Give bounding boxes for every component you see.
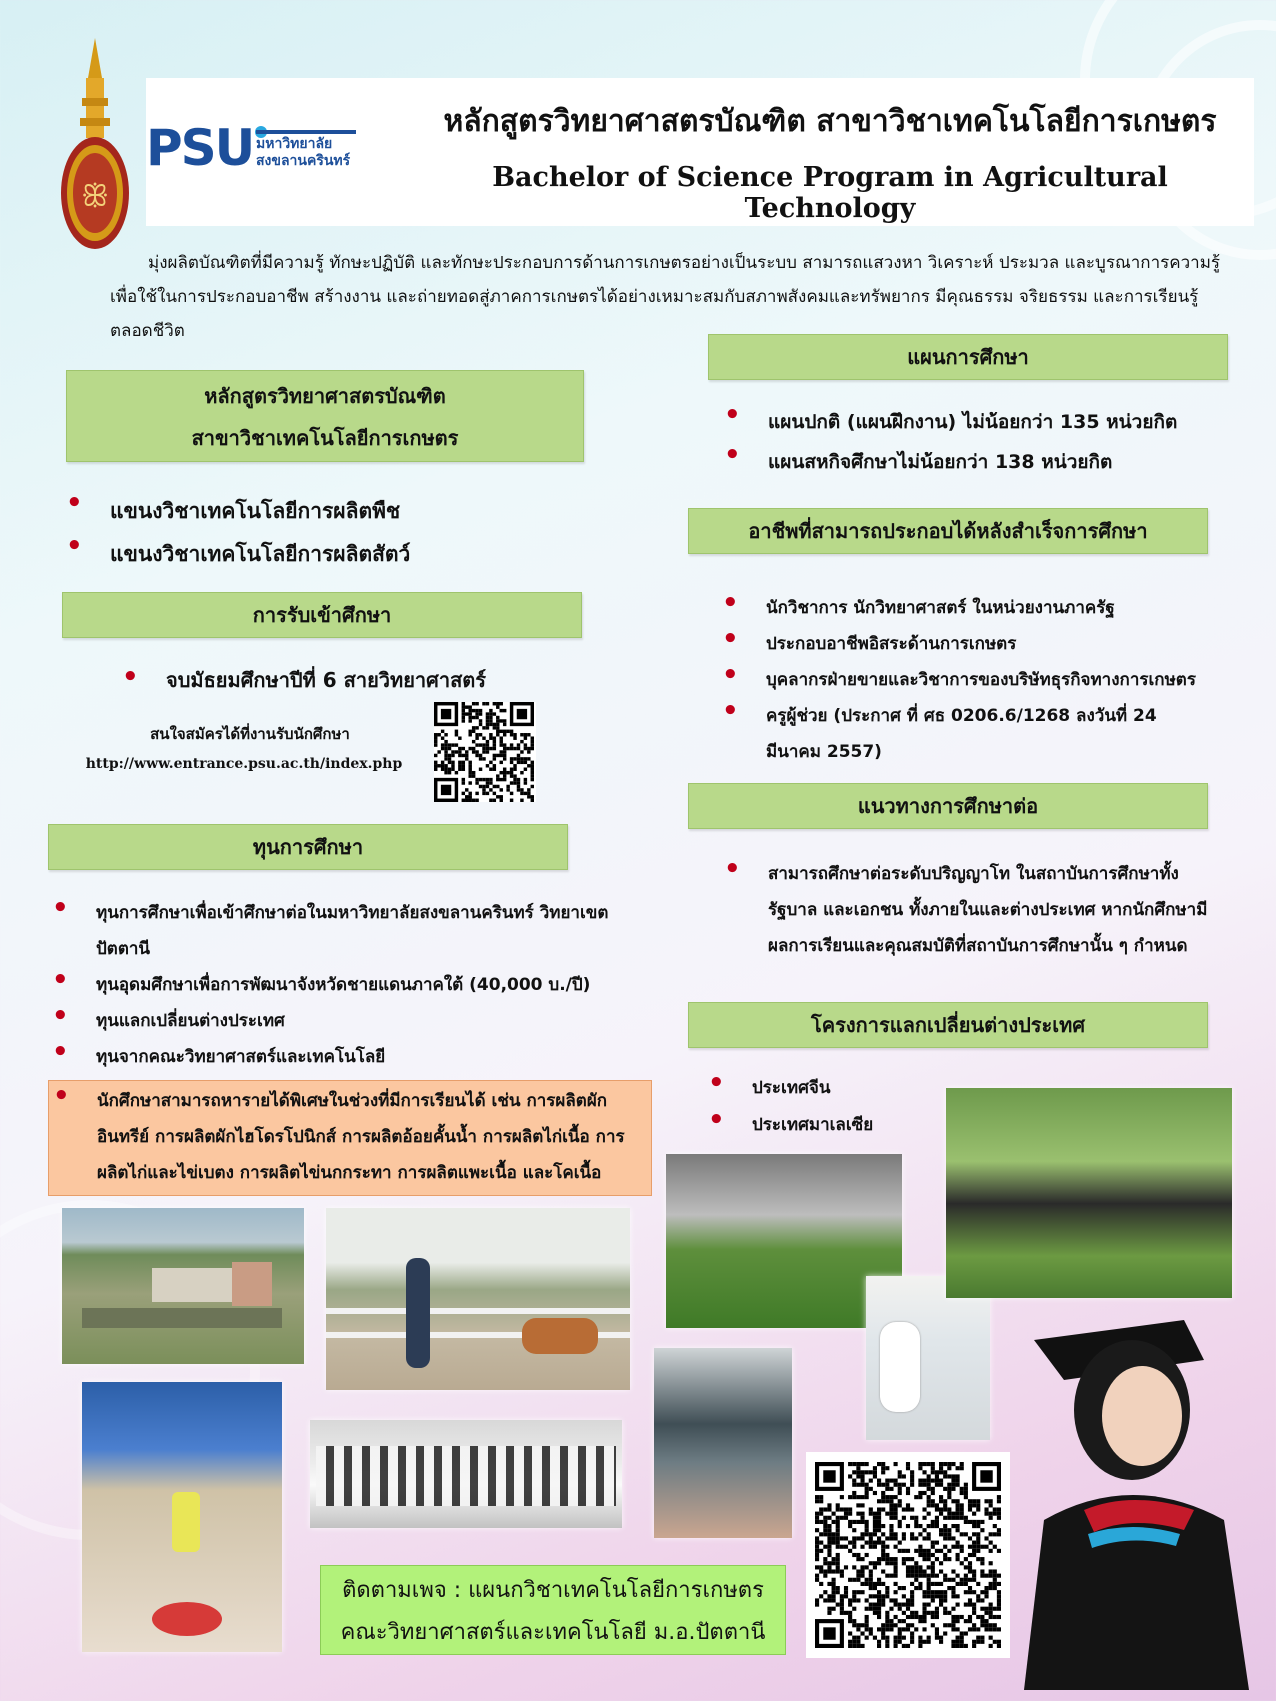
intro-paragraph: มุ่งผลิตบัณฑิตที่มีความรู้ ทักษะปฏิบัติ และทักษะประกอบการด้านการเกษตรอย่างเป็นระบบ สามารถแสวงหา วิเคราะห์ ประมวล และบูรณาการความรู้เพื่อใช้ในการประกอบอาชีพ สร้างงาน และถ่ายทอดสู่ภาคการเกษตรได้อย่างเหมาะสมกับสภาพสังคมและทรัพยากร มีคุณธรรม จริยธรรม และการเรียนรู้ตลอดชีวิต — [110, 253, 1221, 341]
psu-logo-name — [256, 136, 350, 170]
list-item: • แผนสหกิจศึกษาไม่น้อยกว่า 138 หน่วยกิต — [724, 442, 1244, 482]
psu-logo — [146, 118, 366, 178]
exchange-group-photo — [946, 1088, 1232, 1298]
apply-url: http://www.entrance.psu.ac.th/index.php — [85, 756, 403, 772]
extra-income-list — [53, 1083, 645, 1191]
exchange-heading: โครงการแลกเปลี่ยนต่างประเทศ — [688, 1002, 1208, 1048]
admission-list — [122, 664, 542, 696]
svg-text:ꕥ: ꕥ — [81, 179, 109, 214]
follow-line2: คณะวิทยาศาสตร์และเทคโนโลยี ม.อ.ปัตตานี — [340, 1620, 766, 1645]
list-item: • นักวิชาการ นักวิทยาศาสตร์ ในหน่วยงานภาครัฐ — [722, 590, 1212, 626]
admission-heading: การรับเข้าศึกษา — [62, 592, 582, 638]
list-item: • บุคลากรฝ่ายขายและวิชาการของบริษัทธุรกิจทางการเกษตร — [722, 662, 1212, 698]
page-title-th: หลักสูตรวิทยาศาสตรบัณฑิต สาขาวิชาเทคโนโลยีการเกษตร — [443, 104, 1217, 139]
further-study-heading: แนวทางการศึกษาต่อ — [688, 783, 1208, 829]
program-heading — [66, 370, 584, 462]
psu-logo-text: PSU — [146, 119, 254, 177]
list-item: • ทุนแลกเปลี่ยนต่างประเทศ — [52, 1003, 642, 1039]
list-item: • แผนปกติ (แผนฝึกงาน) ไม่น้อยกว่า 135 หน่วยกิต — [724, 402, 1244, 442]
follow-page-box — [320, 1565, 786, 1655]
list-item: • ประเทศมาเลเซีย — [708, 1107, 938, 1144]
cattle-lasso-photo — [326, 1208, 630, 1390]
list-item: • สามารถศึกษาต่อระดับปริญญาโท ในสถาบันการศึกษาทั้งรัฐบาล และเอกชน ทั้งภายในและต่างประเทศ หากนักศึกษามีผลการเรียนและคุณสมบัติที่สถาบันการศึกษานั้น ๆ กำหนด — [724, 856, 1212, 964]
food-processing-photo — [654, 1348, 792, 1538]
scholarship-heading: ทุนการศึกษา — [48, 824, 568, 870]
university-emblem — [58, 38, 132, 250]
study-plan-heading: แผนการศึกษา — [708, 334, 1228, 380]
lab-work-photo — [866, 1276, 990, 1440]
list-item: • แขนงวิชาเทคโนโลยีการผลิตสัตว์ — [66, 533, 586, 576]
careers-heading: อาชีพที่สามารถประกอบได้หลังสำเร็จการศึกษา — [688, 508, 1208, 554]
psu-logo-name-line2: สงขลานครินทร์ — [256, 153, 351, 169]
list-item: • นักศึกษาสามารถหารายได้พิเศษในช่วงที่มีการเรียนได้ เช่น การผลิตผักอินทรีย์ การผลิตผักไฮโดรโปนิกส์ การผลิตอ้อยคั้นน้ำ การผลิตไก่เนื้อ การผลิตไก่และไข่เบตง การผลิตไข่นกกระทา การผลิตแพะเนื้อ และโคเนื้อ — [53, 1083, 645, 1191]
graduate-photo — [1004, 1320, 1262, 1690]
exchange-list — [708, 1070, 938, 1144]
list-item: • ประกอบอาชีพอิสระด้านการเกษตร — [722, 626, 1212, 662]
list-item: • แขนงวิชาเทคโนโลยีการผลิตพืช — [66, 490, 586, 533]
apply-text: สนใจสมัครได้ที่งานรับนักศึกษา — [150, 725, 350, 743]
follow-line1: ติดตามเพจ : แผนกวิชาเทคโนโลยีการเกษตร — [342, 1578, 764, 1603]
program-heading-line1: หลักสูตรวิทยาศาสตรบัณฑิต — [204, 384, 446, 408]
admission-qr-code[interactable] — [434, 702, 536, 802]
extra-income-box — [48, 1080, 652, 1196]
scholarship-list — [52, 895, 642, 1075]
psu-logo-name-line1: มหาวิทยาลัย — [256, 136, 333, 152]
list-item: • ทุนการศึกษาเพื่อเข้าศึกษาต่อในมหาวิทยาลัยสงขลานครินทร์ วิทยาเขตปัตตานี — [52, 895, 642, 967]
list-item: • ทุนจากคณะวิทยาศาสตร์และเทคโนโลยี — [52, 1039, 642, 1075]
study-plan-list — [724, 402, 1244, 482]
page-title-en: Bachelor of Science Program in Agricultural Technology — [492, 162, 1168, 224]
list-item: • ครูผู้ช่วย (ประกาศ ที่ ศธ 0206.6/1268 ลงวันที่ 24 มีนาคม 2557) — [722, 698, 1212, 770]
group-photo-uniform — [310, 1420, 622, 1528]
psu-logo-line — [256, 130, 356, 134]
program-list — [66, 490, 586, 576]
campus-aerial-photo — [62, 1208, 304, 1364]
list-item: • ประเทศจีน — [708, 1070, 938, 1107]
careers-list — [722, 590, 1212, 770]
program-heading-line2: สาขาวิชาเทคโนโลยีการเกษตร — [191, 426, 459, 450]
page-qr-code[interactable] — [806, 1452, 1010, 1658]
further-study-list — [724, 856, 1212, 964]
list-item: • ทุนอุดมศึกษาเพื่อการพัฒนาจังหวัดชายแดนภาคใต้ (40,000 บ./ปี) — [52, 967, 642, 1003]
chicken-farm-photo — [82, 1382, 282, 1652]
list-item: • จบมัธยมศึกษาปีที่ 6 สายวิทยาศาสตร์ — [122, 664, 542, 696]
